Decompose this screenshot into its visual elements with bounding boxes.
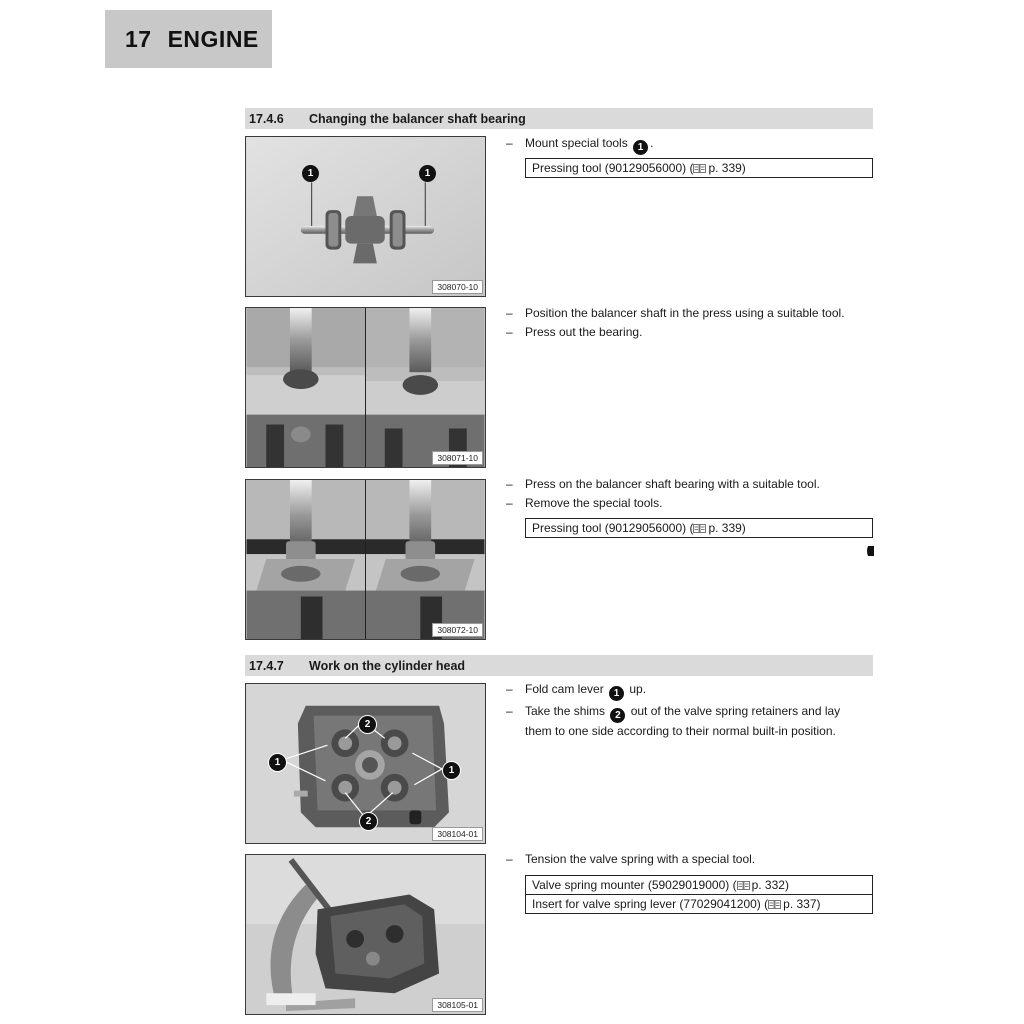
step-fold-cam-lever — [506, 681, 866, 701]
callout-badge-1: 1 — [633, 140, 648, 155]
press-on-photo — [246, 480, 485, 639]
step-dash: – — [506, 306, 513, 320]
section-heading-cylinder-head — [245, 655, 873, 676]
figure-id: 308105-01 — [432, 998, 483, 1012]
tool-reference-valve-spring-mounter — [525, 875, 873, 895]
tool-page: p. 339) — [708, 521, 746, 535]
figure-id: 308070-10 — [432, 280, 483, 294]
figure-press-out-bearing — [245, 307, 486, 468]
tool-reference-pressing-2 — [525, 518, 873, 538]
figure-valve-spring-tool — [245, 854, 486, 1015]
step-mount-tools — [506, 135, 866, 155]
step-text-end: up. — [626, 682, 647, 696]
tool-page: p. 332) — [751, 878, 789, 892]
section-number: 17.4.6 — [249, 111, 284, 126]
callout-1-right: 1 — [419, 165, 436, 182]
tool-name: Insert for valve spring lever (77029041200) ( — [532, 897, 769, 911]
step-text: Mount special tools — [525, 136, 632, 150]
figure-cylinder-head-callouts — [245, 683, 486, 844]
step-dash: – — [506, 704, 513, 718]
chapter-number: 17 — [125, 25, 152, 52]
step-text: Press on the balancer shaft bearing with a suitable tool. — [525, 477, 820, 491]
tool-page: p. 339) — [708, 161, 746, 175]
step-press-on — [506, 476, 866, 493]
tool-reference-pressing-1 — [525, 158, 873, 178]
tool-name: Valve spring mounter (59029019000) ( — [532, 878, 737, 892]
step-text: Take the shims — [525, 704, 609, 718]
callout-1-right: 1 — [442, 761, 461, 780]
step-tension-valve-spring — [506, 851, 866, 868]
section-number: 17.4.7 — [249, 658, 284, 673]
step-position-shaft — [506, 305, 866, 322]
tool-reference-valve-spring-insert — [525, 895, 873, 914]
section-title: Work on the cylinder head — [309, 658, 466, 673]
manual-book-icon — [737, 881, 750, 890]
step-dash: – — [506, 136, 513, 150]
section-end-marker-icon — [866, 546, 874, 556]
step-text: Fold cam lever — [525, 682, 608, 696]
callout-2-bottom: 2 — [359, 812, 378, 831]
step-dash: – — [506, 496, 513, 510]
step-text-end: . — [650, 136, 654, 150]
tool-name: Pressing tool (90129056000) ( — [532, 161, 694, 175]
tool-page: p. 337) — [783, 897, 821, 911]
valve-spring-tool-photo — [246, 855, 485, 1014]
step-text-end: out of the valve spring retainers and lay them to one side according to their normal built-in position. — [525, 704, 841, 738]
step-text: Position the balancer shaft in the press using a suitable tool. — [525, 306, 845, 320]
step-remove-tools — [506, 495, 866, 512]
callout-1-left: 1 — [302, 165, 319, 182]
figure-balancer-shaft-tools — [245, 136, 486, 297]
manual-book-icon — [693, 524, 706, 533]
section-heading-balancer — [245, 108, 873, 129]
step-press-out — [506, 324, 866, 341]
press-out-photo — [246, 308, 485, 467]
manual-book-icon — [768, 900, 781, 909]
balancer-shaft-photo — [246, 137, 485, 296]
step-text: Remove the special tools. — [525, 496, 663, 510]
step-dash: – — [506, 477, 513, 491]
callout-badge-1: 1 — [609, 686, 624, 701]
figure-id: 308072-10 — [432, 623, 483, 637]
tool-name: Pressing tool (90129056000) ( — [532, 521, 694, 535]
callout-2-top: 2 — [358, 715, 377, 734]
figure-id: 308104-01 — [432, 827, 483, 841]
step-dash: – — [506, 852, 513, 866]
step-dash: – — [506, 682, 513, 696]
callout-badge-2: 2 — [610, 708, 625, 723]
manual-book-icon — [693, 164, 706, 173]
step-text: Press out the bearing. — [525, 325, 643, 339]
figure-id: 308071-10 — [432, 451, 483, 465]
step-dash: – — [506, 325, 513, 339]
section-title: Changing the balancer shaft bearing — [309, 111, 526, 126]
chapter-header — [105, 10, 272, 68]
step-take-shims — [506, 703, 866, 740]
figure-press-on-bearing — [245, 479, 486, 640]
chapter-title: ENGINE — [167, 25, 259, 52]
callout-1-left: 1 — [268, 753, 287, 772]
step-text: Tension the valve spring with a special tool. — [525, 852, 756, 866]
